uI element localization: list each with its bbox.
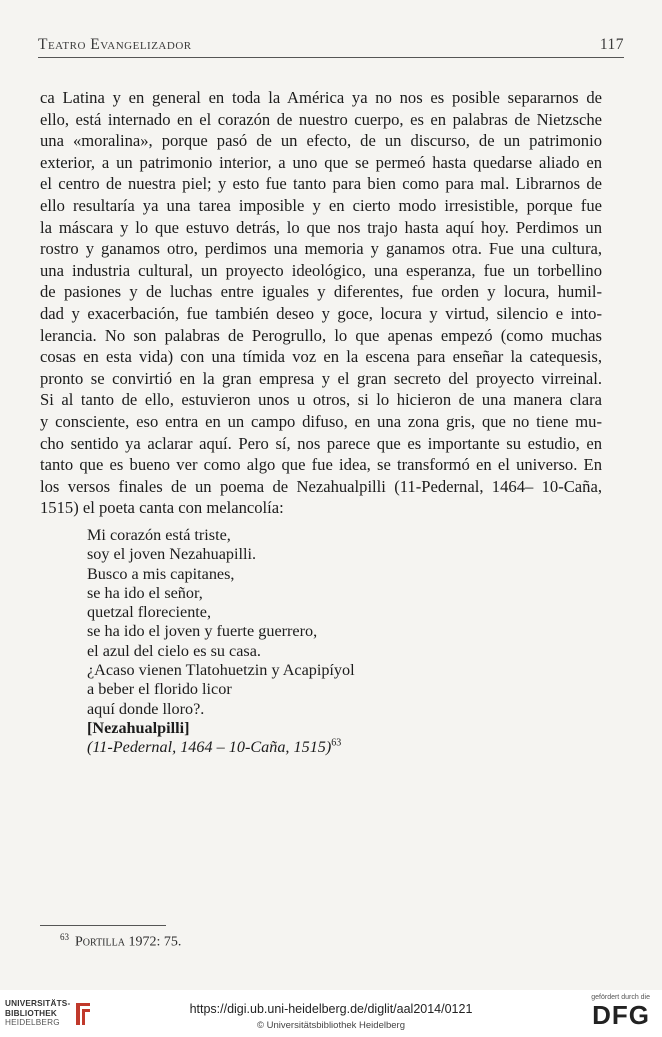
copyright-notice: © Universitätsbibliothek Heidelberg	[257, 1020, 405, 1031]
body-line: y consciente, eso entra en un campo difuso, en una zona gris, que no tiene mu-	[40, 411, 602, 431]
body-line: Si al tanto de ello, estuvieron unos u otros, si lo hicieron de una manera clara	[40, 390, 602, 410]
viewer-footer	[0, 990, 662, 1037]
body-line: ello, está internado en el corazón de nuestro cuerpo, es en palabras de Nietzsche	[40, 109, 602, 129]
page-number: 117	[599, 36, 624, 53]
body-line: 1515) el poeta canta con melancolía:	[40, 498, 284, 518]
footnote-ref[interactable]: 63	[331, 737, 342, 749]
footnote-text: 1972: 75.	[128, 934, 182, 950]
body-line: una «moralina», porque pasó de un efecto, de un discurso, de un patrimonio	[40, 131, 602, 151]
footnote-number: 63	[60, 932, 69, 942]
poem-line: ¿Acaso vienen Tlatohuetzin y Acapipíyol	[87, 661, 355, 680]
running-title: Teatro Evangelizador	[38, 36, 192, 53]
body-line: lerancia. No son palabras de Perogrullo, lo que apenas empezó (como muchas	[40, 325, 602, 345]
body-line: ca Latina y en general en toda la América ya no nos es posible separarnos de	[40, 88, 602, 107]
poem-block	[87, 526, 355, 758]
body-line: rostro y ganamos otro, perdimos una memoria y ganamos otra. Fue una cultura,	[40, 239, 602, 259]
poem-line: se ha ido el joven y fuerte guerrero,	[87, 622, 318, 641]
footnote-rule	[40, 925, 166, 926]
body-line: exterior, a un patrimonio interior, a uno que se permeó hasta quedarse aliado en	[40, 152, 602, 172]
poem-author: [Nezahualpilli]	[87, 718, 190, 737]
body-paragraph	[40, 87, 602, 519]
footnote-author: Portilla	[75, 934, 125, 950]
body-line: una industria cultural, un proyecto ideológico, una esperanza, fue un torbellino	[40, 260, 602, 280]
footnote	[60, 932, 181, 951]
funder-name: DFG	[592, 1000, 650, 1030]
poem-line: Busco a mis capitanes,	[87, 564, 235, 583]
library-line-1: UNIVERSITÄTS-	[5, 999, 71, 1008]
body-line: cosas en esta vida) con una tímida voz en la escena para enseñar la catequesis,	[40, 347, 602, 367]
poem-line: aquí donde lloro?.	[87, 699, 205, 718]
body-line: tanto que es bueno ver como algo que fue idea, se transformó en el universo. En	[40, 455, 602, 475]
funder-caption: gefördert durch die	[591, 994, 650, 1001]
body-line: el centro de nuestra piel; y esto fue tanto para bien como para mal. Librarnos de	[40, 174, 602, 194]
poem-line: el azul del cielo es su casa.	[87, 641, 261, 660]
poem-line: se ha ido el señor,	[87, 583, 203, 602]
poem-lines	[87, 526, 355, 719]
body-line: la máscara y lo que estuvo detrás, lo que nos trajo hasta aquí hoy. Perdimos un	[40, 217, 602, 237]
body-line: los versos finales de un poema de Nezahualpilli (11-Pedernal, 1464– 10-Caña,	[40, 476, 602, 496]
body-line: de pasiones y de luchas entre iguales y diferentes, fue orden y locura, humil-	[40, 282, 602, 302]
body-line: dad y exacerbación, fue también deseo y goce, locura y virtud, silencio e into-	[40, 303, 602, 323]
body-line: ello resultaría ya una tarea imposible y en cierto modo irresistible, porque fue	[40, 195, 602, 215]
library-line-3: HEIDELBERG	[5, 1018, 60, 1027]
poem-line: Mi corazón está triste,	[87, 526, 231, 544]
header-rule	[38, 57, 624, 58]
body-line: pronto se convirtió en la gran empresa y el gran secreto del proyecto virreinal.	[40, 368, 602, 388]
poem-date	[87, 738, 355, 757]
body-line: cho sentido ya aclarar aquí. Pero sí, nos parece que es importante su estudio, en	[40, 433, 602, 453]
permalink-url[interactable]: https://digi.ub.uni-heidelberg.de/diglit/aal2014/0121	[189, 1002, 473, 1016]
dfg-logo[interactable]	[582, 994, 650, 1034]
poem-line: quetzal floreciente,	[87, 603, 212, 622]
library-line-2: BIBLIOTHEK	[5, 1008, 58, 1018]
poem-date-text: (11-Pedernal, 1464 – 10-Caña, 1515)	[87, 738, 332, 757]
running-header	[38, 36, 624, 58]
poem-line: a beber el florido licor	[87, 680, 232, 699]
poem-line: soy el joven Nezahuapilli.	[87, 545, 257, 564]
